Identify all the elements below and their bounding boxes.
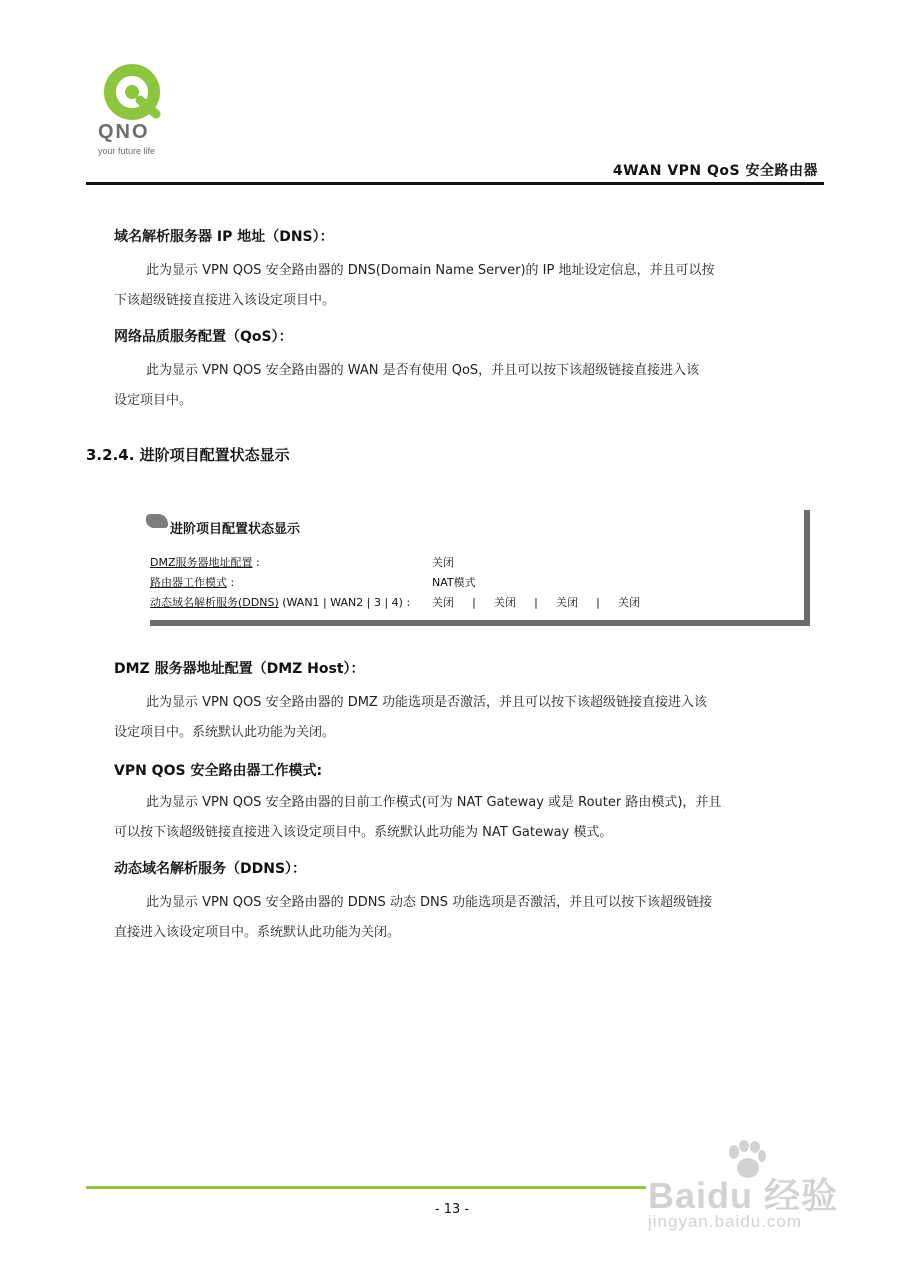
ddns-line-2: 直接进入该设定项目中。系统默认此功能为关闭。 xyxy=(114,925,401,940)
dmz-suffix: : xyxy=(252,556,260,569)
ddns-value-wan1: 关闭 xyxy=(432,596,454,609)
page-number: - 13 - xyxy=(434,1202,470,1217)
ddns-paragraph xyxy=(114,888,796,948)
baidu-watermark: Baidu 经验 xyxy=(648,1175,839,1216)
dmz-heading: DMZ 服务器地址配置（DMZ Host）： xyxy=(114,661,365,677)
dns-line-2: 下该超级链接直接进入该设定项目中。 xyxy=(114,293,336,308)
dns-heading: 域名解析服务器 IP 地址（DNS）： xyxy=(114,229,334,245)
qos-line-2: 设定项目中。 xyxy=(114,393,193,408)
qos-line-1: 此为显示 VPN QOS 安全路由器的 WAN 是否有使用 QoS，并且可以按下该超级链接直接进入该 xyxy=(146,363,700,378)
mode-suffix: : xyxy=(227,576,235,589)
panel-title: 进阶项目配置状态显示 xyxy=(170,522,301,537)
dns-paragraph xyxy=(114,256,796,316)
baidu-watermark-url: jingyan.baidu.com xyxy=(648,1212,803,1231)
mode-line-1: 此为显示 VPN QOS 安全路由器的目前工作模式(可为 NAT Gateway 或是 Router 路由模式)，并且 xyxy=(146,795,722,810)
ddns-sep: | xyxy=(596,596,600,609)
ddns-heading: 动态域名解析服务（DDNS）： xyxy=(114,861,307,877)
dmz-line-1: 此为显示 VPN QOS 安全路由器的 DMZ 功能选项是否激活，并且可以按下该超级链接直接进入该 xyxy=(146,695,707,710)
ddns-value-3: 关闭 xyxy=(556,596,578,609)
mode-line-2: 可以按下该超级链接直接进入该设定项目中。系统默认此功能为 NAT Gateway 模式。 xyxy=(114,825,613,840)
panel-row-dmz xyxy=(150,554,260,570)
ddns-values xyxy=(432,594,640,610)
ddns-suffix: (WAN1 | WAN2 | 3 | 4) : xyxy=(278,596,411,609)
ddns-sep: | xyxy=(472,596,476,609)
logo-text: QNO xyxy=(98,121,150,143)
dmz-line-2: 设定项目中。系统默认此功能为关闭。 xyxy=(114,725,336,740)
ddns-value-wan2: 关闭 xyxy=(494,596,516,609)
qos-paragraph xyxy=(114,356,796,416)
header-divider xyxy=(86,182,824,185)
qno-logo xyxy=(96,62,178,158)
ddns-line-1: 此为显示 VPN QOS 安全路由器的 DDNS 动态 DNS 功能选项是否激活，并且可以按下该超级链接 xyxy=(146,895,713,910)
footer-divider xyxy=(86,1186,646,1189)
ddns-value-4: 关闭 xyxy=(618,596,640,609)
ddns-sep: | xyxy=(534,596,538,609)
panel-tab-icon xyxy=(146,514,168,528)
mode-paragraph xyxy=(114,788,796,848)
header-title: 4WAN VPN QoS 安全路由器 xyxy=(612,163,818,179)
mode-value: NAT模式 xyxy=(432,576,476,589)
ddns-link[interactable]: 动态域名解析服务(DDNS) xyxy=(150,596,279,609)
qos-heading: 网络品质服务配置（QoS）： xyxy=(114,329,293,345)
panel-row-mode xyxy=(150,574,234,590)
logo-tagline: your future life xyxy=(98,146,156,156)
dmz-link[interactable]: DMZ服务器地址配置 xyxy=(150,556,253,569)
panel-row-ddns xyxy=(150,594,410,610)
mode-heading: VPN QOS 安全路由器工作模式: xyxy=(114,763,323,779)
dmz-value: 关闭 xyxy=(432,556,454,569)
dmz-paragraph xyxy=(114,688,796,748)
section-title: 3.2.4. 进阶项目配置状态显示 xyxy=(86,446,290,464)
dns-line-1: 此为显示 VPN QOS 安全路由器的 DNS(Domain Name Server)的 IP 地址设定信息，并且可以按 xyxy=(146,263,715,278)
mode-link[interactable]: 路由器工作模式 xyxy=(150,576,227,589)
